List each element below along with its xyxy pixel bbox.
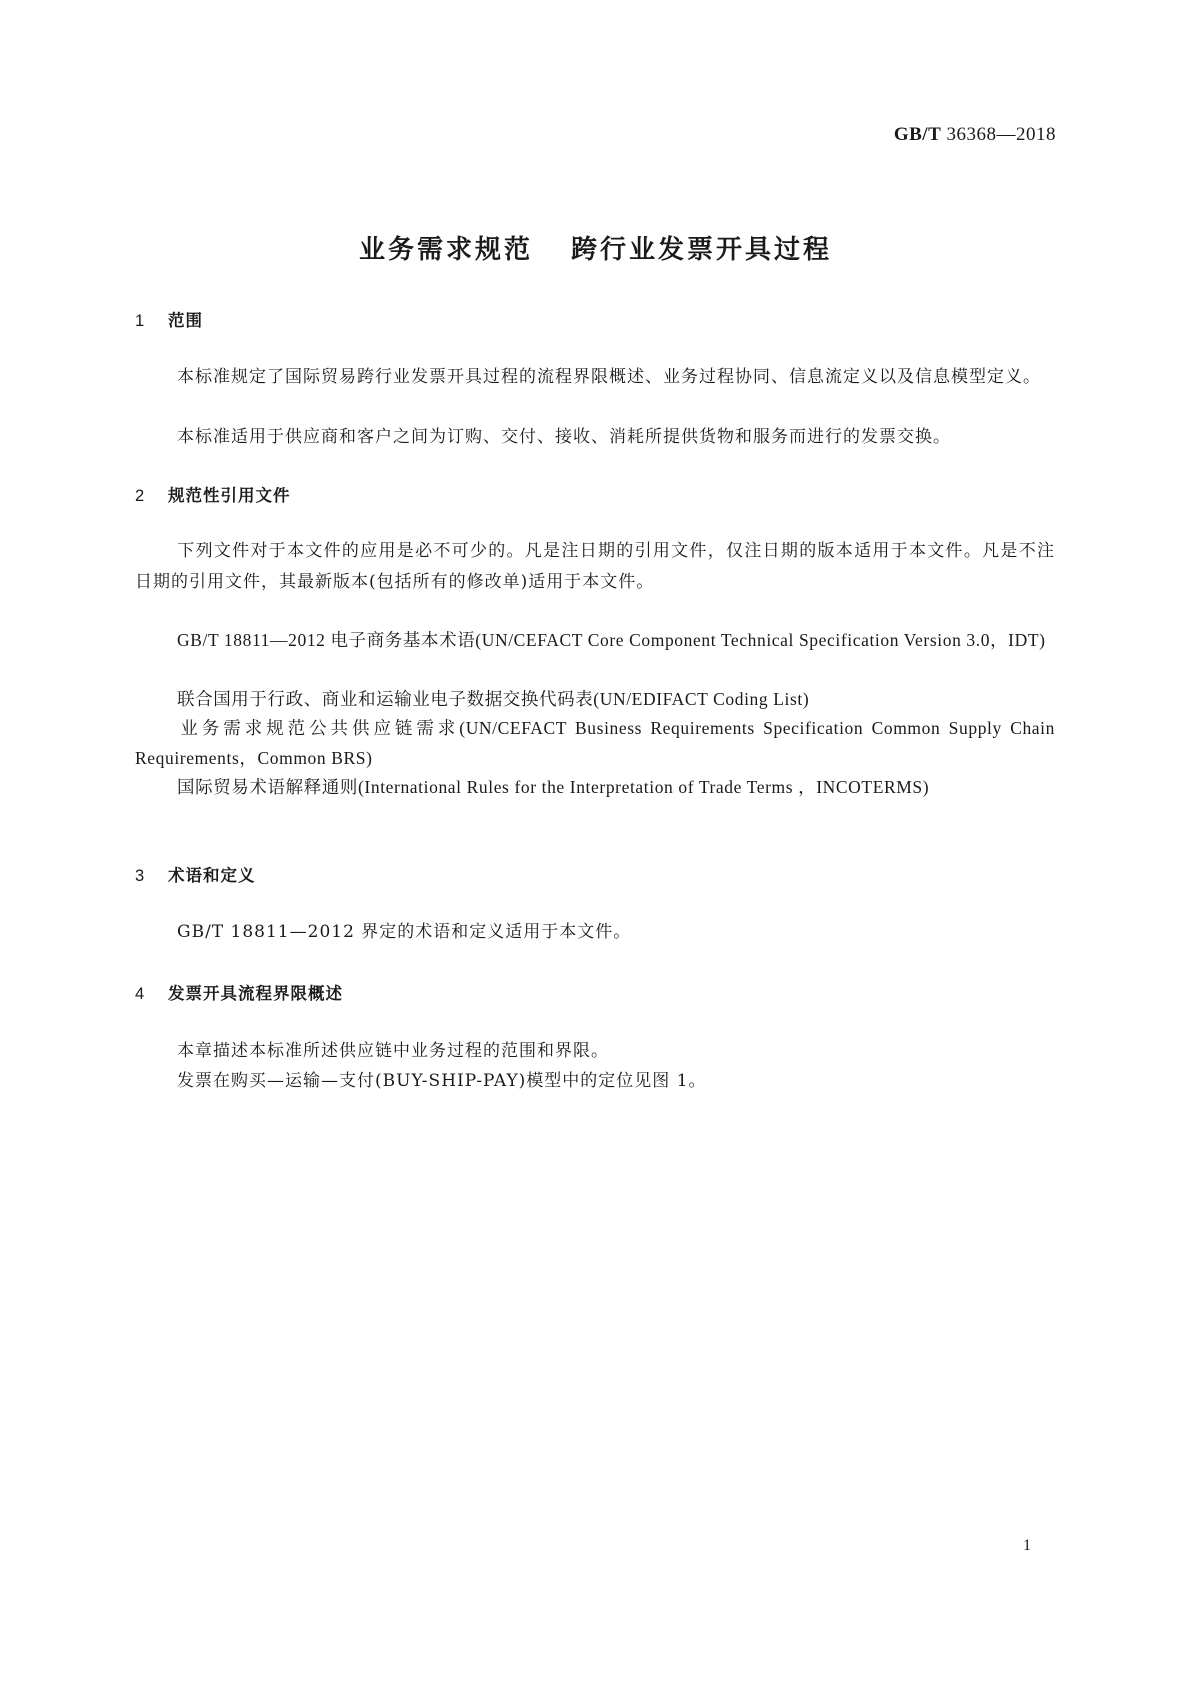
section-4-heading bbox=[135, 980, 343, 1004]
reference-item: GB/T 18811—2012 电子商务基本术语(UN/CEFACT Core Component Technical Specification Version 3.0，IDT) bbox=[177, 630, 1046, 650]
section-number: 2 bbox=[135, 487, 146, 505]
section-number: 4 bbox=[135, 985, 146, 1003]
title-part-2: 跨行业发票开具过程 bbox=[571, 235, 833, 265]
reference-item: 业务需求规范公共供应链需求(UN/CEFACT Business Requirements Specification Common Supply Chain Requirements，Common BRS) bbox=[135, 718, 1055, 768]
overview-paragraph-1: 本章描述本标准所述供应链中业务过程的范围和界限。 bbox=[177, 1041, 609, 1061]
section-1-heading bbox=[135, 307, 203, 331]
section-2-heading bbox=[135, 482, 291, 506]
section-3-heading bbox=[135, 862, 256, 886]
reference-item: 国际贸易术语解释通则(International Rules for the Interpretation of Trade Terms ，INCOTERMS) bbox=[177, 777, 930, 797]
scope-paragraph-1: 本标准规定了国际贸易跨行业发票开具过程的流程界限概述、业务过程协同、信息流定义以及信息模型定义。 bbox=[177, 367, 1041, 387]
scope-paragraph-2: 本标准适用于供应商和客户之间为订购、交付、接收、消耗所提供货物和服务而进行的发票交换。 bbox=[177, 427, 951, 447]
standard-number: 36368—2018 bbox=[941, 124, 1056, 145]
section-number: 1 bbox=[135, 312, 146, 330]
document-title bbox=[0, 229, 1191, 266]
section-number: 3 bbox=[135, 867, 146, 885]
terms-paragraph: GB/T 18811—2012 界定的术语和定义适用于本文件。 bbox=[177, 922, 632, 942]
section-title: 范围 bbox=[168, 311, 203, 330]
section-title: 规范性引用文件 bbox=[168, 486, 291, 505]
standard-prefix: GB/T bbox=[893, 124, 942, 145]
overview-paragraph-2: 发票在购买—运输—支付(BUY-SHIP-PAY)模型中的定位见图 1。 bbox=[177, 1071, 707, 1091]
reference-item: 联合国用于行政、商业和运输业电子数据交换代码表(UN/EDIFACT Coding List) bbox=[177, 689, 810, 709]
standard-code bbox=[894, 124, 1056, 146]
page-number: 1 bbox=[1023, 1537, 1031, 1554]
section-title: 发票开具流程界限概述 bbox=[168, 984, 343, 1003]
normative-intro: 下列文件对于本文件的应用是必不可少的。凡是注日期的引用文件，仅注日期的版本适用于本文件。凡是不注日期的引用文件，其最新版本(包括所有的修改单)适用于本文件。 bbox=[135, 541, 1055, 592]
title-part-1: 业务需求规范 bbox=[358, 235, 533, 265]
section-title: 术语和定义 bbox=[168, 866, 256, 885]
